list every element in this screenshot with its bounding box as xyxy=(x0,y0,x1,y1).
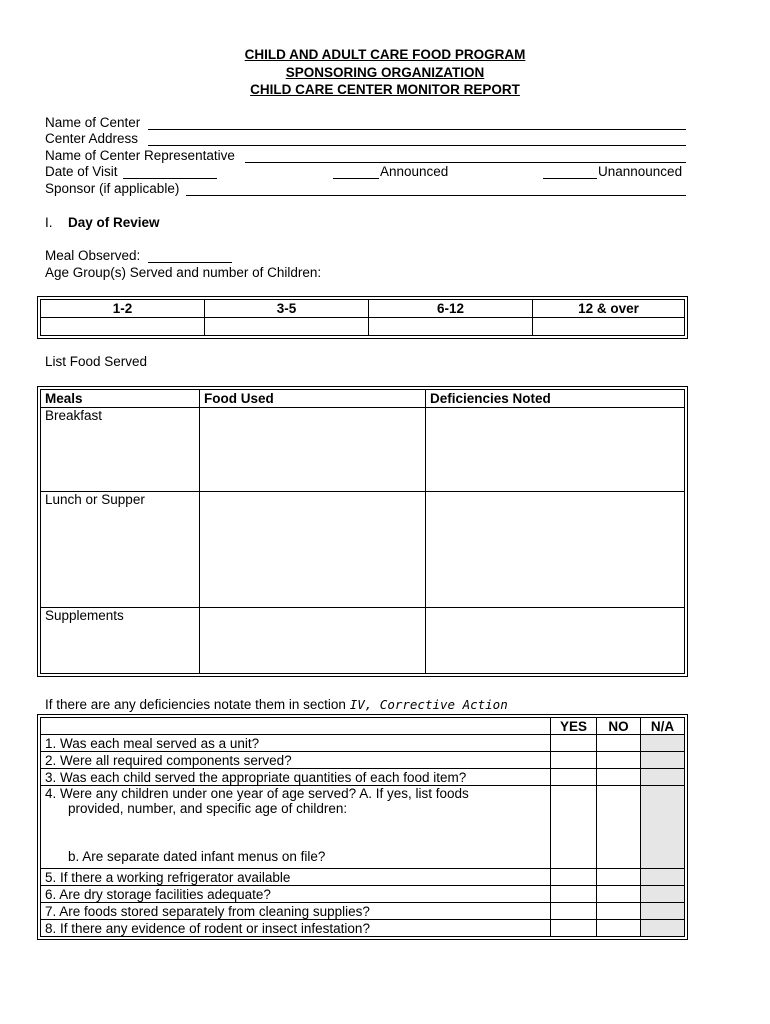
q5-no[interactable] xyxy=(597,869,641,886)
question-3: 3. Was each child served the appropriate quantities of each food item? xyxy=(41,769,551,786)
q7-na[interactable] xyxy=(641,903,685,920)
q8-no[interactable] xyxy=(597,920,641,937)
title-line-1: CHILD AND ADULT CARE FOOD PROGRAM xyxy=(244,47,526,62)
meal-breakfast: Breakfast xyxy=(41,408,200,492)
q2-no[interactable] xyxy=(597,752,641,769)
age-count-1-2[interactable] xyxy=(41,318,205,336)
section-number: I. xyxy=(45,215,53,230)
lunch-food-used[interactable] xyxy=(200,492,426,608)
question-4a-line-2: provided, number, and specific age of children: xyxy=(68,801,348,816)
age-count-6-12[interactable] xyxy=(369,318,533,336)
name-of-center-field[interactable] xyxy=(148,129,686,130)
q1-no[interactable] xyxy=(597,735,641,752)
section-heading: Day of Review xyxy=(68,215,160,230)
q2-na[interactable] xyxy=(641,752,685,769)
yes-header: YES xyxy=(551,718,597,735)
center-address-field[interactable] xyxy=(148,145,686,146)
name-of-center-label: Name of Center xyxy=(45,115,141,130)
q6-yes[interactable] xyxy=(551,886,597,903)
age-header-6-12: 6-12 xyxy=(369,300,533,318)
q3-no[interactable] xyxy=(597,769,641,786)
meal-observed-field[interactable] xyxy=(148,262,232,263)
q3-yes[interactable] xyxy=(551,769,597,786)
deficiency-note xyxy=(45,697,508,712)
q6-no[interactable] xyxy=(597,886,641,903)
age-header-3-5: 3-5 xyxy=(205,300,369,318)
breakfast-food-used[interactable] xyxy=(200,408,426,492)
supplements-food-used[interactable] xyxy=(200,608,426,674)
lunch-deficiencies[interactable] xyxy=(426,492,685,608)
q1-na[interactable] xyxy=(641,735,685,752)
meal-lunch-supper: Lunch or Supper xyxy=(41,492,200,608)
list-food-served-label: List Food Served xyxy=(45,354,148,369)
food-table xyxy=(40,389,685,674)
date-of-visit-label: Date of Visit xyxy=(45,164,118,179)
q3-na[interactable] xyxy=(641,769,685,786)
unannounced-field[interactable] xyxy=(543,178,597,179)
question-5: 5. If there a working refrigerator available xyxy=(41,869,551,886)
q7-yes[interactable] xyxy=(551,903,597,920)
deficiencies-header: Deficiencies Noted xyxy=(426,390,685,408)
title-line-3: CHILD CARE CENTER MONITOR REPORT xyxy=(250,82,520,97)
meal-supplements: Supplements xyxy=(41,608,200,674)
sponsor-label: Sponsor (if applicable) xyxy=(45,181,180,196)
q6-na[interactable] xyxy=(641,886,685,903)
questions-table xyxy=(40,717,685,937)
q8-yes[interactable] xyxy=(551,920,597,937)
age-header-1-2: 1-2 xyxy=(41,300,205,318)
question-4b: b. Are separate dated infant menus on file? xyxy=(68,849,326,864)
age-count-3-5[interactable] xyxy=(205,318,369,336)
deficiency-note-prefix: If there are any deficiencies notate them in section xyxy=(45,697,350,712)
question-6: 6. Are dry storage facilities adequate? xyxy=(41,886,551,903)
question-7: 7. Are foods stored separately from cleaning supplies? xyxy=(41,903,551,920)
na-header: N/A xyxy=(641,718,685,735)
meal-observed-label: Meal Observed: xyxy=(45,248,141,263)
question-8: 8. If there any evidence of rodent or insect infestation? xyxy=(41,920,551,937)
q5-na[interactable] xyxy=(641,869,685,886)
supplements-deficiencies[interactable] xyxy=(426,608,685,674)
question-4 xyxy=(41,786,551,869)
breakfast-deficiencies[interactable] xyxy=(426,408,685,492)
center-rep-label: Name of Center Representative xyxy=(45,148,235,163)
q7-no[interactable] xyxy=(597,903,641,920)
q8-na[interactable] xyxy=(641,920,685,937)
corrective-action-ref: IV, Corrective Action xyxy=(349,697,508,712)
date-of-visit-field[interactable] xyxy=(123,178,217,179)
question-1: 1. Was each meal served as a unit? xyxy=(41,735,551,752)
q1-yes[interactable] xyxy=(551,735,597,752)
age-header-12-over: 12 & over xyxy=(533,300,685,318)
title-line-2: SPONSORING ORGANIZATION xyxy=(285,65,485,80)
center-address-label: Center Address xyxy=(45,131,139,146)
question-2: 2. Were all required components served? xyxy=(41,752,551,769)
food-used-header: Food Used xyxy=(200,390,426,408)
announced-label: Announced xyxy=(380,164,449,179)
q4-na[interactable] xyxy=(641,786,685,869)
age-groups-label: Age Group(s) Served and number of Children: xyxy=(45,265,322,280)
sponsor-field[interactable] xyxy=(186,195,686,196)
unannounced-label: Unannounced xyxy=(598,164,683,179)
announced-field[interactable] xyxy=(333,178,379,179)
q5-yes[interactable] xyxy=(551,869,597,886)
questions-header-blank xyxy=(41,718,551,735)
q4-no[interactable] xyxy=(597,786,641,869)
center-rep-field[interactable] xyxy=(245,162,686,163)
q2-yes[interactable] xyxy=(551,752,597,769)
question-4a-line-1: 4. Were any children under one year of age served? A. If yes, list foods xyxy=(45,786,469,801)
q4-yes[interactable] xyxy=(551,786,597,869)
age-count-12-over[interactable] xyxy=(533,318,685,336)
age-group-table xyxy=(40,299,685,336)
no-header: NO xyxy=(597,718,641,735)
meals-header: Meals xyxy=(41,390,200,408)
